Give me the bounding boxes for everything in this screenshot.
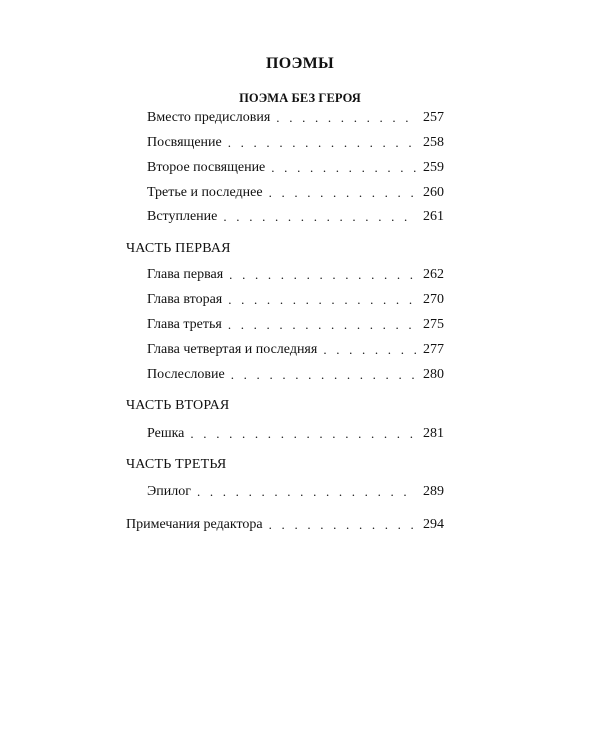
toc-entry-page: 270 [423,292,444,307]
toc-entry-editor-notes[interactable] [126,514,444,534]
part-two-heading: ЧАСТЬ ВТОРАЯ [126,398,230,413]
toc-entry[interactable] [147,182,444,202]
section-title: ПОЭМЫ [265,55,335,72]
dot-leader [223,208,417,226]
toc-entry-page: 275 [423,317,444,332]
toc-entry-page: 261 [423,209,444,224]
dot-leader [190,425,417,443]
toc-entry-title: Глава третья [147,317,222,332]
toc-entry-title: Глава четвертая и последняя [147,342,318,357]
dot-leader [269,516,417,534]
part-three-heading: ЧАСТЬ ТРЕТЬЯ [126,457,227,472]
toc-entry-page: 260 [423,185,444,200]
toc-entry-title: Послесловие [147,367,225,382]
dot-leader [229,266,417,284]
toc-entry[interactable] [147,206,444,226]
toc-entry[interactable] [147,289,444,309]
toc-entry-page: 280 [423,367,444,382]
dot-leader [269,184,417,202]
toc-entry-title: Третье и последнее [147,185,263,200]
toc-entry-page: 277 [423,342,444,357]
dot-leader [228,316,417,334]
toc-entry-title: Второе посвящение [147,160,266,175]
toc-entry[interactable] [147,423,444,443]
toc-entry-page: 258 [423,135,444,150]
dot-leader [228,291,417,309]
dot-leader [231,366,417,384]
toc-entry-title: Вступление [147,209,218,224]
dot-leader [276,109,417,127]
toc-entry-title: Вместо предисловия [147,110,271,125]
toc-entry-page: 259 [423,160,444,175]
toc-entry[interactable] [147,481,444,501]
toc-entry-page: 294 [423,517,444,532]
toc-entry-page: 289 [423,484,444,499]
toc-entry-title: Примечания редактора [126,517,263,532]
toc-entry[interactable] [147,132,444,152]
toc-entry-title: Глава вторая [147,292,223,307]
toc-entry[interactable] [147,107,444,127]
toc-entry-title: Эпилог [147,484,191,499]
toc-entry[interactable] [147,264,444,284]
dot-leader [271,159,417,177]
toc-entry-page: 281 [423,426,444,441]
toc-entry[interactable] [147,314,444,334]
dot-leader [228,134,417,152]
toc-entry-page: 257 [423,110,444,125]
toc-entry[interactable] [147,339,444,359]
toc-entry-title: Посвящение [147,135,222,150]
toc-entry-title: Решка [147,426,185,441]
toc-entry-title: Глава первая [147,267,224,282]
toc-entry-page: 262 [423,267,444,282]
toc-entry[interactable] [147,157,444,177]
part-one-heading: ЧАСТЬ ПЕРВАЯ [126,241,231,256]
dot-leader [197,483,417,501]
dot-leader [323,341,417,359]
toc-entry[interactable] [147,364,444,384]
poem-title: ПОЭМА БЕЗ ГЕРОЯ [239,91,361,105]
